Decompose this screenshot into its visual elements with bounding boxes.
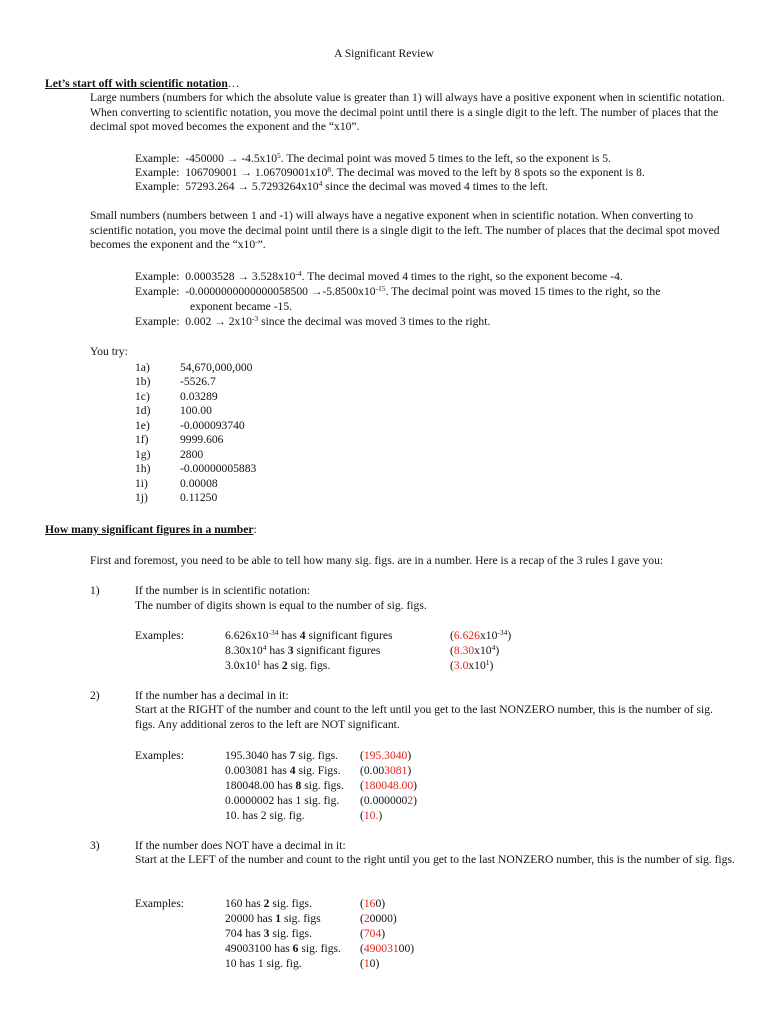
rule-condition: If the number does NOT have a decimal in it: (135, 839, 346, 852)
small-numbers-paragraph: Small numbers (numbers between 1 and -1) will always have a negative exponent when in scientific notation. When converting to scientific notation, you move the decimal point until there is a single digit to the left. The number of places that the decimal spot moved becomes the exponent and the “x10-”. (90, 209, 720, 252)
example-line: 704 has 3 sig. figs. (225, 927, 312, 940)
example-highlight: $(6.626x10^{-34})$ (450, 628, 512, 642)
example-highlight: (10) (360, 957, 380, 970)
list-item: 1f) 9999.606 (135, 433, 224, 446)
list-item: 1g) 2800 (135, 448, 204, 461)
example-line: 195.3040 has 7 sig. figs. (225, 749, 339, 762)
example-line: 180048.00 has 8 sig. figs. (225, 779, 344, 792)
section-heading-text: How many significant figures in a number (45, 523, 254, 536)
example-highlight: (704) (360, 927, 386, 940)
examples-label: Examples: (135, 749, 184, 762)
arrow-icon: → (240, 166, 252, 179)
list-item: 1j) 0.11250 (135, 491, 218, 504)
example-highlight: (180048.00) (360, 779, 418, 792)
example-line: Example: $57293.264 \to 5.7293264x10^4$ since the decimal was moved 4 times to the left. (135, 179, 549, 193)
example-line: Example: $106709001 \to 1.06709001x10^8$. The decimal was moved to the left by 8 spots so the exponent is 8. (135, 165, 645, 179)
rule-number: 3) (90, 839, 100, 852)
example-highlight: (20000) (360, 912, 397, 925)
examples-label: Examples: (135, 629, 184, 642)
example-line: 0.0000002 has 1 sig. fig. (225, 794, 340, 807)
example-line: 10 has 1 sig. fig. (225, 957, 302, 970)
example-highlight: (10.) (360, 809, 383, 822)
section-heading-text: Let’s start off with scientific notation (45, 77, 228, 90)
examples-label: Examples: (135, 897, 184, 910)
example-line: 0.003081 has 4 sig. Figs. (225, 764, 341, 777)
list-item: 1b) -5526.7 (135, 375, 216, 388)
arrow-icon: → (226, 152, 239, 165)
rule-condition: If the number has a decimal in it: (135, 689, 289, 702)
arrow-icon: → (214, 315, 226, 328)
rule-number: 1) (90, 584, 100, 597)
section-heading-scientific-notation (45, 76, 239, 91)
arrow-icon: → (237, 270, 250, 283)
section-heading-suffix: : (253, 523, 257, 536)
large-numbers-paragraph: Large numbers (numbers for which the absolute value is greater than 1) will always have a positive exponent when in scientific notation. When converting to scientific notation, you move the decimal point until there is a single digit to the left. The number of places that the decimal spot moved becomes the exponent and the “x10”. (90, 91, 725, 134)
example-line: 20000 has 1 sig. figs (225, 912, 321, 925)
list-item: 1h) -0.00000005883 (135, 462, 257, 475)
example-highlight: (195.3040) (360, 749, 412, 762)
you-try-label: You try: (90, 345, 128, 358)
rules-intro: First and foremost, you need to be able to tell how many sig. figs. are in a number. Here is a recap of the 3 rules I gave you: (90, 554, 664, 567)
rule-number: 2) (90, 689, 100, 702)
rule-condition: If the number is in scientific notation: (135, 584, 311, 597)
example-line: 49003100 has 6 sig. figs. (225, 942, 341, 955)
page-title: A Significant Review (334, 47, 434, 60)
example-line: 160 has 2 sig. figs. (225, 897, 312, 910)
example-highlight: (0.0000002) (360, 794, 418, 807)
list-item: 1e) -0.000093740 (135, 419, 245, 432)
arrow-icon: → (237, 180, 250, 193)
arrow-icon: → (310, 285, 323, 298)
example-line: $3.0x10^1$ has 2 sig. figs. (225, 658, 331, 672)
example-highlight: (0.003081) (360, 764, 412, 777)
example-line: Example: $-0.0000000000000058500 \to-5.8500x10^{-15}$. The decimal point was moved 15 times to the right, so the (135, 284, 661, 298)
rule-description: The number of digits shown is equal to the number of sig. figs. (135, 599, 427, 612)
example-line-continuation: exponent became -15. (190, 300, 293, 313)
example-line: Example: $0.002 \to 2x10^{-3}$ since the decimal was moved 3 times to the right. (135, 314, 491, 328)
section-heading-significant-figures (45, 522, 257, 537)
example-line: $6.626x10^{-34}$ has 4 significant figures (225, 628, 393, 642)
section-heading-suffix: … (227, 77, 240, 90)
list-item: 1i) 0.00008 (135, 477, 218, 490)
example-highlight: (160) (360, 897, 386, 910)
example-line: Example: $-450000 \to -4.5x10^5$. The decimal point was moved 5 times to the left, so the exponent is 5. (135, 151, 611, 165)
rule-description: Start at the LEFT of the number and count to the right until you get to the last NONZERO number, this is the number of sig. figs. (135, 853, 735, 866)
example-line: $8.30x10^4$ has 3 significant figures (225, 643, 381, 657)
example-highlight: $(8.30x10^4)$ (450, 643, 500, 657)
example-line: 10. has 2 sig. fig. (225, 809, 305, 822)
list-item: 1c) 0.03289 (135, 390, 218, 403)
example-line: Example: $0.0003528 \to 3.528x10^{-4}$. The decimal moved 4 times to the right, so the exponent become -4. (135, 269, 623, 283)
example-highlight: (49003100) (360, 942, 415, 955)
rule-description: Start at the RIGHT of the number and count to the left until you get to the last NONZERO number, this is the number of sig. figs. Any additional zeros to the left are NOT significant. (135, 703, 713, 731)
list-item: 1a) 54,670,000,000 (135, 361, 253, 374)
example-highlight: $(3.0x10^1)$ (450, 658, 494, 672)
list-item: 1d) 100.00 (135, 404, 212, 417)
